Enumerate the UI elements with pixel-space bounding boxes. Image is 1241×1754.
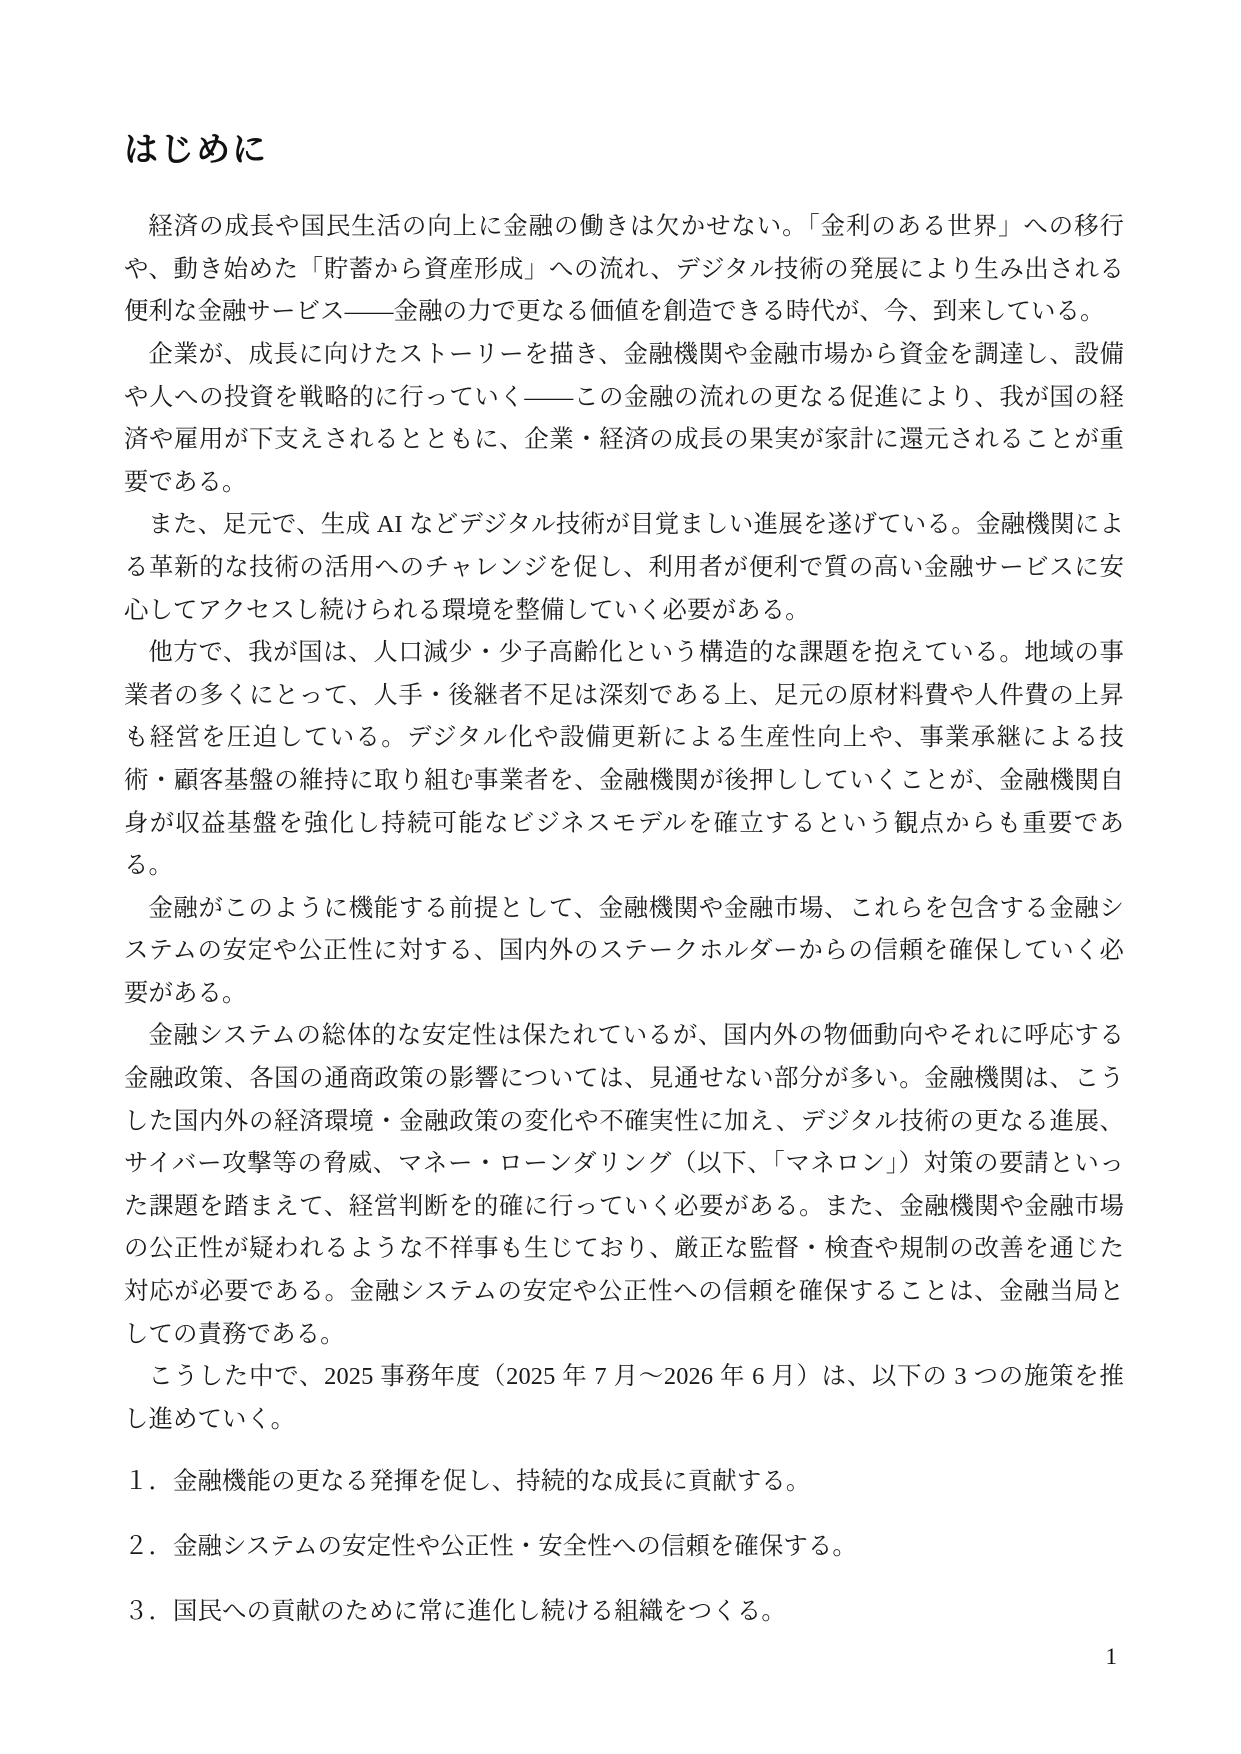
list-item-marker: ２． (124, 1533, 174, 1560)
paragraph-4: 他方で、我が国は、人口減少・少子高齢化という構造的な課題を抱えている。地域の事業者の多くにとって、人手・後継者不足は深刻である上、足元の原材料費や人件費の上昇も経営を圧迫している。デジタル化や設備更新による生産性向上や、事業承継による技術・顧客基盤の維持に取り組む事業者を、金融機関が後押ししていくことが、金融機関自身が収益基盤を強化し持続可能なビジネスモデルを確立するという観点からも重要である。 (124, 639, 1124, 880)
list-item (124, 1591, 1124, 1634)
page-number: 1 (1105, 1644, 1117, 1669)
list-item-marker: ３． (124, 1597, 174, 1625)
paragraph-6: 金融システムの総体的な安定性は保たれているが、国内外の物価動向やそれに呼応する金融政策、各国の通商政策の影響については、見通せない部分が多い。金融機関は、こうした国内外の経済環境・金融政策の変化や不確実性に加え、デジタル技術の更なる進展、サイバー攻撃等の脅威、マネー・ローンダリング（以下、「マネロン」）対策の要請といった課題を踏まえて、経営判断を的確に行っていく必要がある。また、金融機関や金融市場の公正性が疑われるような不祥事も生じており、厳正な監督・検査や規制の改善を通じた対応が必要である。金融システムの安定や公正性への信頼を確保することは、金融当局としての責務である。 (124, 1022, 1124, 1348)
list-item-marker: １． (124, 1468, 174, 1496)
page-content (124, 128, 1124, 1655)
paragraph-5: 金融がこのように機能する前提として、金融機関や金融市場、これらを包含する金融システムの安定や公正性に対する、国内外のステークホルダーからの信頼を確保していく必要がある。 (124, 894, 1124, 1007)
paragraph-7: こうした中で、2025 事務年度（2025 年 7 月～2026 年 6 月）は、以下の 3 つの施策を推し進めていく。 (124, 1363, 1124, 1433)
list-item (124, 1461, 1124, 1504)
list-item (124, 1526, 1124, 1569)
page-title: はじめに (124, 130, 269, 170)
list-item-label: 金融システムの安定性や公正性・安全性への信頼を確保する。 (173, 1533, 857, 1560)
list-item-label: 国民への貢献のために常に進化し続ける組織をつくる。 (173, 1597, 786, 1625)
paragraph-2: 企業が、成長に向けたストーリーを描き、金融機関や金融市場から資金を調達し、設備や人への投資を戦略的に行っていく――この金融の流れの更なる促進により、我が国の経済や雇用が下支えされるとともに、企業・経済の成長の果実が家計に還元されることが重要である。 (124, 340, 1124, 496)
paragraph-3: また、足元で、生成 AI などデジタル技術が目覚ましい進展を遂げている。金融機関による革新的な技術の活用へのチャレンジを促し、利用者が便利で質の高い金融サービスに安心してアクセスし続けられる環境を整備していく必要がある。 (124, 511, 1124, 624)
policy-list (124, 1461, 1124, 1633)
paragraph-1: 経済の成長や国民生活の向上に金融の働きは欠かせない。「金利のある世界」への移行や、動き始めた「貯蓄から資産形成」への流れ、デジタル技術の発展により生み出される便利な金融サービス――金融の力で更なる価値を創造できる時代が、今、到来している。 (124, 213, 1124, 326)
list-item-label: 金融機能の更なる発揮を促し、持続的な成長に貢献する。 (173, 1468, 811, 1496)
